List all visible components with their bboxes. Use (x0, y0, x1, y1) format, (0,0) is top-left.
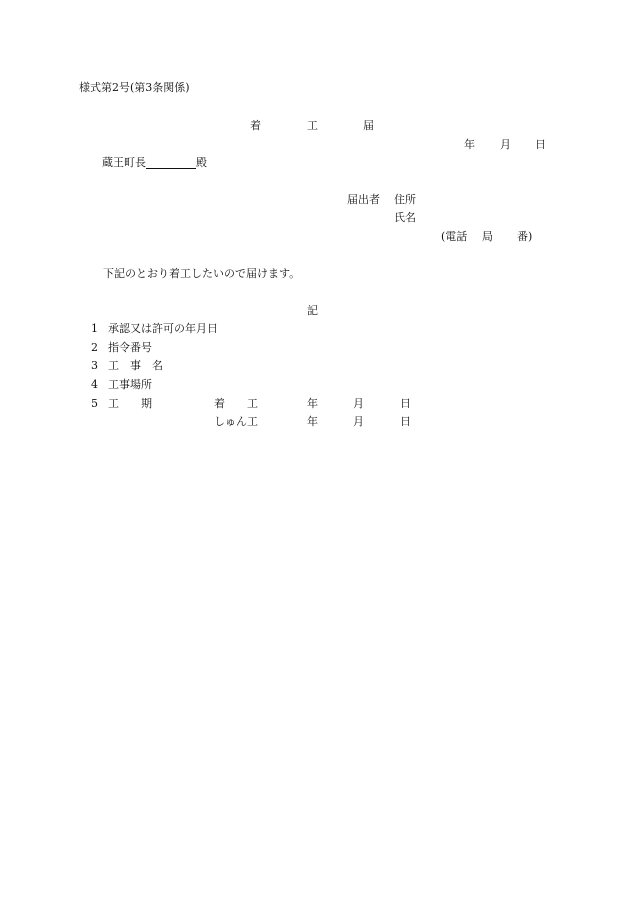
period-start-label: 着 工 (214, 397, 258, 410)
addressee-line (102, 156, 207, 170)
item-5-number: 5 (91, 397, 98, 410)
title-char-3: 届 (363, 119, 374, 132)
item-2-number: 2 (91, 341, 98, 354)
item-1-number: 1 (91, 322, 98, 335)
item-1-label: 承認又は許可の年月日 (108, 322, 218, 335)
title-char-2: 工 (307, 119, 318, 132)
body-text: 下記のとおり着工したいので届けます。 (103, 267, 301, 280)
date-day: 日 (535, 138, 546, 151)
item-3-number: 3 (91, 359, 98, 372)
applicant-name-label: 氏名 (394, 211, 416, 224)
date-year: 年 (464, 138, 475, 151)
item-5-label: 工 期 (108, 397, 152, 410)
period-end-year: 年 (307, 415, 318, 428)
title-char-1: 着 (250, 119, 261, 132)
applicant-phone-number: 番) (517, 230, 533, 243)
period-start-month: 月 (353, 397, 364, 410)
addressee-honorific: 殿 (196, 156, 207, 169)
date-month: 月 (500, 138, 511, 151)
form-label: 様式第2号(第3条関係) (79, 81, 190, 94)
applicant-address-label: 住所 (394, 193, 416, 206)
period-end-label: しゅん工 (214, 415, 258, 428)
item-4-label: 工事場所 (108, 378, 152, 391)
applicant-phone-open: (電話 (441, 230, 468, 243)
addressee-name: 蔵王町長 (102, 156, 146, 169)
applicant-label: 届出者 (347, 193, 380, 206)
period-start-day: 日 (400, 397, 411, 410)
item-4-number: 4 (91, 378, 98, 391)
period-start-year: 年 (307, 397, 318, 410)
period-end-day: 日 (400, 415, 411, 428)
item-3-label: 工 事 名 (108, 359, 163, 372)
item-2-label: 指令番号 (108, 341, 152, 354)
ki-heading: 記 (307, 304, 318, 317)
applicant-phone-bureau: 局 (482, 230, 493, 243)
period-end-month: 月 (353, 415, 364, 428)
addressee-blank-line (146, 156, 196, 169)
